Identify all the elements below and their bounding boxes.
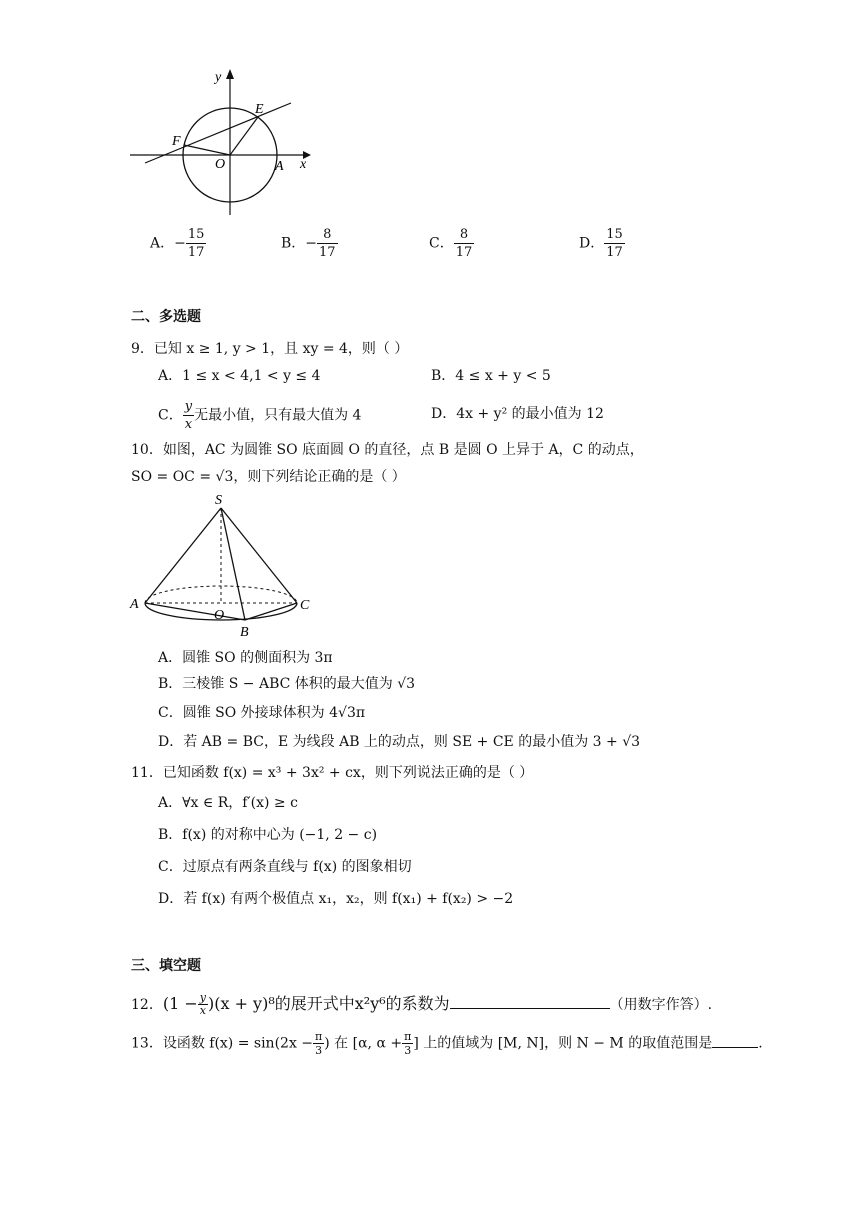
q10-option-a[interactable]: A．圆锥 SO 的侧面积为 3π (158, 650, 333, 666)
q9-option-b[interactable]: B．4 ≤ x + y < 5 (431, 368, 551, 384)
label-b: B (240, 625, 249, 640)
expression-part: )(x + y)⁸的展开式中x²y⁶的系数为 (207, 994, 450, 1013)
expression-part: 13．设函数 f(x) = sin(2x − (131, 1035, 314, 1052)
option-letter: D． (579, 235, 605, 252)
numerator: π (315, 1030, 323, 1043)
option-text: 无最小值，只有最大值为 4 (194, 407, 362, 424)
q9-stem: 9．已知 x ≥ 1, y > 1，且 xy = 4，则（ ） (131, 341, 409, 357)
option-letter: C． (429, 235, 454, 252)
numerator: y (199, 991, 206, 1004)
fraction-y-over-x (198, 992, 208, 1017)
segment-of (184, 145, 230, 155)
q10-stem-line2: SO = OC = √3，则下列结论正确的是（ ） (131, 469, 406, 485)
denominator: 3 (315, 1044, 323, 1057)
denominator: 17 (606, 245, 623, 260)
label-c: C (300, 598, 310, 613)
denominator: x (199, 1004, 206, 1017)
edge-sc (221, 508, 297, 603)
option-fraction (186, 226, 207, 261)
numerator: π (404, 1030, 412, 1043)
numerator: y (184, 399, 193, 414)
q11-option-a[interactable]: A．∀x ∈ R，f′(x) ≥ c (158, 795, 298, 811)
q11-option-b[interactable]: B．f(x) 的对称中心为 (−1, 2 − c) (158, 827, 378, 843)
q9-option-d[interactable]: D．4x + y² 的最小值为 12 (431, 406, 604, 422)
option-sign: − (174, 235, 186, 252)
question-number: 12． (131, 997, 163, 1013)
option-fraction (183, 398, 194, 433)
q13 (131, 1030, 763, 1057)
y-axis-arrow (226, 69, 234, 79)
section-title-multiple-choice: 二、多选题 (131, 309, 201, 325)
label-a: A (130, 597, 139, 612)
q11-option-d[interactable]: D．若 f(x) 有两个极值点 x₁，x₂，则 f(x₁) + f(x₂) > −2 (158, 891, 514, 907)
label-f: F (172, 134, 181, 149)
option-fraction (454, 226, 475, 261)
denominator: 3 (404, 1044, 412, 1057)
denominator: 17 (455, 245, 473, 260)
q8-option-c[interactable] (429, 226, 474, 261)
period: . (758, 1035, 763, 1052)
fraction-pi-over-3 (313, 1030, 324, 1057)
answer-blank[interactable] (712, 1033, 758, 1048)
line-fe (145, 103, 291, 163)
option-fraction (317, 226, 338, 261)
label-x: x (300, 157, 307, 172)
edge-ab (145, 603, 245, 620)
numerator: 8 (454, 226, 475, 244)
label-s: S (215, 493, 222, 508)
denominator: 17 (187, 245, 205, 260)
cone-figure (125, 490, 325, 640)
q12 (131, 992, 712, 1017)
section-title-fill-in: 三、填空题 (131, 958, 201, 974)
numerator: 8 (317, 226, 338, 244)
numerator: 15 (606, 227, 623, 242)
expression-part: ) 在 [α, α + (324, 1035, 403, 1052)
fraction-pi-over-3 (402, 1030, 413, 1057)
label-o: O (215, 157, 226, 172)
q11-option-c[interactable]: C．过原点有两条直线与 f(x) 的图象相切 (158, 859, 412, 875)
answer-note: （用数字作答）. (609, 997, 713, 1013)
option-letter: C． (158, 407, 183, 424)
option-letter: A． (150, 235, 175, 252)
option-sign: − (305, 235, 318, 252)
q10-option-d[interactable]: D．若 AB = BC，E 为线段 AB 上的动点，则 SE + CE 的最小值为 3 + √3 (158, 734, 641, 750)
label-o: O (214, 608, 225, 623)
q10-option-b[interactable]: B．三棱锥 S − ABC 体积的最大值为 √3 (158, 676, 416, 692)
q8-option-b[interactable] (281, 226, 338, 261)
q8-option-a[interactable] (150, 226, 206, 261)
answer-blank[interactable] (450, 994, 610, 1009)
denominator: 17 (319, 245, 336, 260)
q9-option-a[interactable]: A．1 ≤ x < 4,1 < y ≤ 4 (158, 368, 321, 384)
q9-option-c[interactable] (158, 398, 361, 433)
numerator: 15 (187, 227, 205, 242)
expression-part: ] 上的值域为 [M, N]，则 N − M 的取值范围是 (413, 1035, 713, 1052)
label-y: y (215, 70, 222, 85)
q8-option-d[interactable] (579, 226, 625, 261)
option-fraction (604, 226, 625, 261)
q10-option-c[interactable]: C．圆锥 SO 外接球体积为 4√3π (158, 705, 366, 721)
circle-figure (125, 65, 325, 220)
option-letter: B． (281, 235, 306, 252)
expression-part: (1 − (162, 994, 198, 1013)
q11-stem: 11．已知函数 f(x) = x³ + 3x² + cx，则下列说法正确的是（ ） (131, 765, 534, 781)
denominator: x (184, 417, 193, 432)
label-a: A (275, 159, 284, 174)
q10-stem-line1: 10．如图，AC 为圆锥 SO 底面圆 O 的直径，点 B 是圆 O 上异于 A，C 的动点， (131, 442, 644, 458)
label-e: E (255, 102, 264, 117)
edge-bc (245, 603, 297, 620)
